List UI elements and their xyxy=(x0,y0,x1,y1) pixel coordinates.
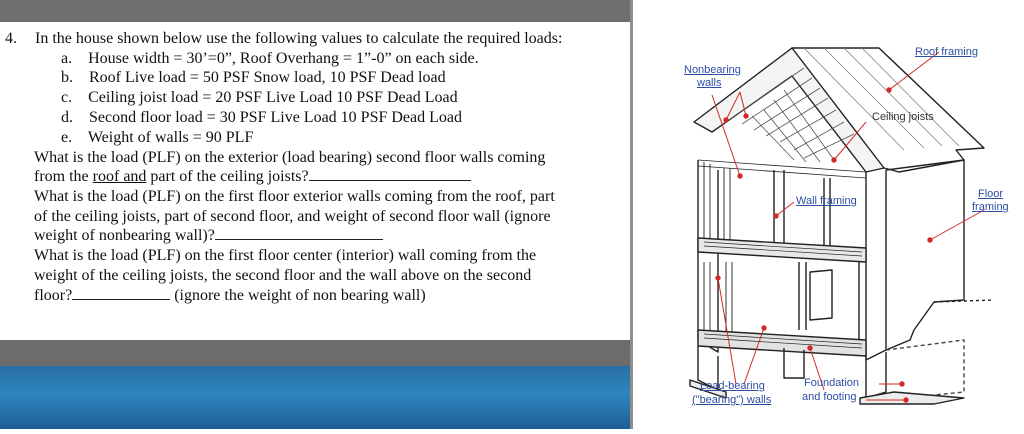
label-roof-framing: Roof framing xyxy=(915,46,978,58)
window-bottom-bar xyxy=(0,340,632,366)
given-item-c xyxy=(61,88,458,107)
label-floor-framing-2: framing xyxy=(972,201,1009,213)
item-letter: d. xyxy=(61,109,73,126)
given-item-b xyxy=(61,68,446,87)
question-3-line-2: weight of the ceiling joists, the second floor and the wall above on the second xyxy=(34,267,532,284)
label-floor-framing-1: Floor xyxy=(978,188,1004,200)
panel-divider xyxy=(630,0,633,429)
document-page xyxy=(0,22,626,340)
item-letter: e. xyxy=(61,129,73,146)
desktop-background xyxy=(0,366,632,429)
door-frame xyxy=(810,270,832,320)
q1-underlined-text: roof and xyxy=(92,168,147,185)
item-text: Second floor load = 30 PSF Live Load 10 PSF Dead Load xyxy=(89,109,462,126)
q2-text: weight of nonbearing wall)? xyxy=(34,227,215,244)
answer-blank-3[interactable] xyxy=(72,286,170,300)
item-letter: c. xyxy=(61,89,73,106)
right-wall xyxy=(866,170,886,360)
question-2-line-3 xyxy=(34,226,383,245)
item-text: Roof Live load = 50 PSF Snow load, 10 PSF Dead load xyxy=(89,69,446,86)
label-nonbearing-walls-1: Nonbearing xyxy=(684,64,741,76)
roof-outline xyxy=(706,48,984,172)
left-wall xyxy=(698,160,718,352)
question-1-line-2 xyxy=(34,167,471,186)
given-item-a xyxy=(61,49,479,68)
q3-text-a: floor? xyxy=(34,287,73,304)
question-3-line-1: What is the load (PLF) on the first floor center (interior) wall coming from the xyxy=(34,247,537,264)
label-foundation-1: Foundation xyxy=(804,377,860,389)
label-load-bearing-1: Load-bearing xyxy=(700,380,765,392)
item-letter: b. xyxy=(61,69,73,86)
side-wall xyxy=(886,160,964,350)
label-foundation-2: and footing xyxy=(802,391,857,403)
label-wall-framing: Wall framing xyxy=(796,195,857,207)
given-item-d xyxy=(61,108,462,127)
question-header xyxy=(5,29,562,48)
question-3-line-3 xyxy=(34,286,426,305)
item-letter: a. xyxy=(61,50,73,67)
q1-text-a: from the xyxy=(34,168,89,185)
question-number: 4. xyxy=(5,30,17,47)
q1-text-b: part of the ceiling joists? xyxy=(150,168,309,185)
label-load-bearing-2: ("bearing") walls xyxy=(692,394,772,406)
window-top-bar xyxy=(0,0,632,22)
question-1-line-1: What is the load (PLF) on the exterior (load bearing) second floor walls coming xyxy=(34,149,546,166)
given-item-e xyxy=(61,128,253,147)
label-ceiling-joists: Ceiling joists xyxy=(872,111,934,123)
question-2-line-1: What is the load (PLF) on the first floor exterior walls coming from the roof, part xyxy=(34,188,555,205)
answer-blank-2[interactable] xyxy=(215,226,383,240)
question-2-line-2: of the ceiling joists, part of second floor, and weight of second floor wall (ignore xyxy=(34,208,551,225)
q3-text-b: (ignore the weight of non bearing wall) xyxy=(174,287,426,304)
item-text: Ceiling joist load = 20 PSF Live Load 10 PSF Dead Load xyxy=(88,89,458,106)
item-text: House width = 30’=0”, Roof Overhang = 1”-0” on each side. xyxy=(88,50,479,67)
answer-blank-1[interactable] xyxy=(309,167,471,181)
label-nonbearing-walls-2: walls xyxy=(697,77,722,89)
question-intro: In the house shown below use the following values to calculate the required loads: xyxy=(35,30,563,47)
item-text: Weight of walls = 90 PLF xyxy=(87,129,254,146)
second-floor-deck xyxy=(698,238,866,262)
house-framing-diagram xyxy=(634,0,1024,429)
